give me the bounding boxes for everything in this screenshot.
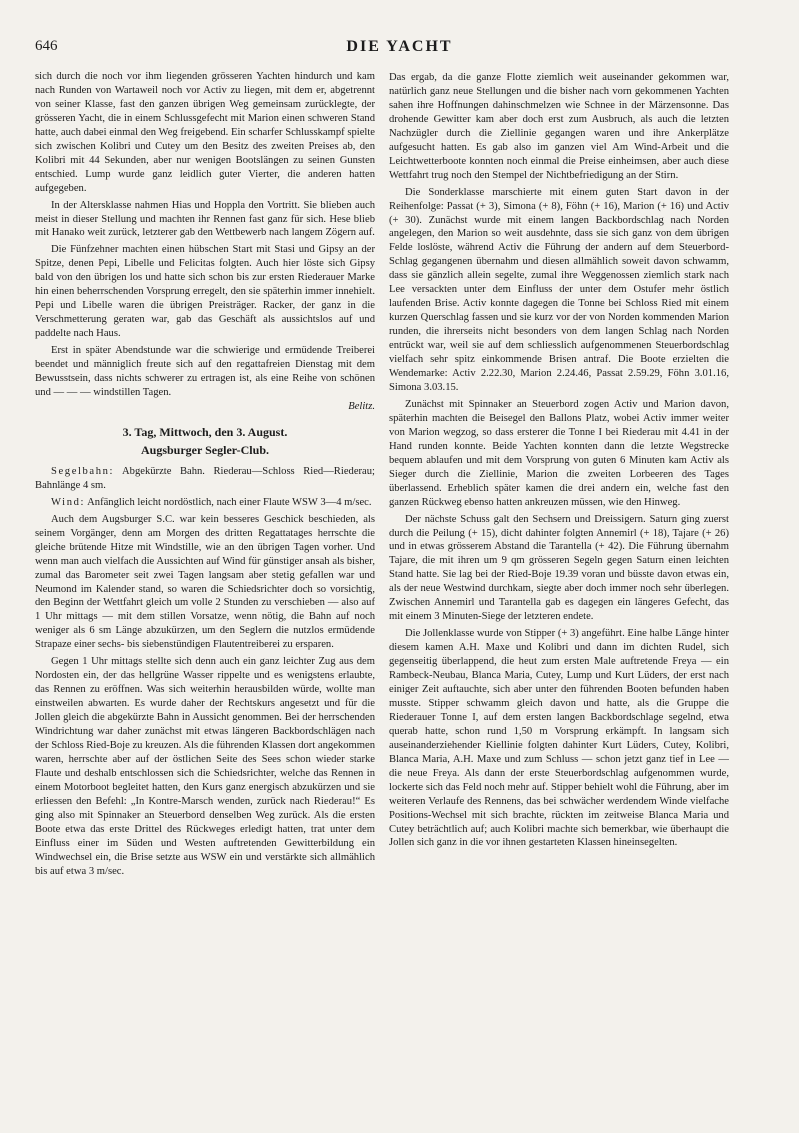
wind-line: [35, 496, 375, 510]
right-column: [389, 71, 729, 1116]
paragraph: Die Sonderklasse marschierte mit einem guten Start davon in der Reihenfolge: Passat (+ 3), Simona (+ 8), Föhn (+ 16), Marion (+ 16) und Activ (+ 30). Zunächst wurde mit einem langen Backbordschlag nach Norden angelegen, den Marion so weit ausdehnte, dass sie sich ganz von dem übrigen Felde loslöste, während Activ die Führung der andern auf dem Steuerbord-Schlag gegangenen übernahm und diesen allmählich soweit davon schwamm, dass sie gänzlich allein segelte, zumal ihre Weggenossen ziemlich stark nach Lee versackten unter dem Einfluss der unter dem Ostufer mehr östlich laufenden Brise. Activ konnte dagegen die Tonne bei Schloss Ried mit einem kurzen Querschlag fassen und sie kurz vor der von Norden kommenden Marion runden, die ihrerseits nicht besonders von dem langen Schlag nach Norden entrückt war, weil sie auf dem schliesslich aufgenommenen Steuerbordschlag vielfach sehr spitz einkommende Brisen antraf. Die Boote erzielten die Wendemarke: Activ 2.22.30, Marion 2.24.46, Passat 2.59.29, Föhn 3.01.16, Simona 3.03.15.: [389, 186, 729, 393]
paragraph: sich durch die noch vor ihm liegenden grösseren Yachten hindurch und kam nach Runden von Wartaweil noch vor Activ zu liegen, mit dem er, abgetrennt von seiner Klasse, fast den ganzen übrigen Weg gemeinsam zurücklegte, der grösseren Yacht, die in einem Schlussgefecht mit Marion einen schweren Stand hatte, auch dabei einmal den Weg freigebend. Ein scharfer Schlusskampf spielte sich zwischen Kolibri und Cutey um den Besitz des zweiten Preises ab, den Kolibri mit 44 Sekunden, aber nur wenigen Bootslängen zu seinen Gunsten entschied. Lump wurde ganz leidlich guter Vierter, die anderen hatten aufgegeben.: [35, 71, 375, 194]
paragraph: Erst in später Abendstunde war die schwierige und ermüdende Treiberei beendet und männiglich freute sich auf den regattafreien Dienstag mit dem Bewusstsein, dass nichts schwerer zu ertragen ist, als eine Reihe von schönen und — — — windstillen Tagen.: [35, 345, 375, 398]
running-title: DIE YACHT: [346, 38, 453, 55]
course-text: Abgekürzte Bahn. Riederau—Schloss Ried—Riederau; Bahnlänge 4 sm.: [35, 465, 375, 491]
paragraph: In der Altersklasse nahmen Hias und Hoppla den Vortritt. Sie blieben auch meist in dieser Stellung und machten ihr Rennen fast ganz für sich. Hese blieb mit Hanako weit zurück, letzterer gab den Wettbewerb nach langem Zögern auf.: [35, 199, 375, 239]
page-number: 646: [35, 38, 58, 54]
paragraph: Gegen 1 Uhr mittags stellte sich denn auch ein ganz leichter Zug aus dem Nordosten ein, der das hellgrüne Wasser rippelte und es wenigstens erlaubte, das Rennen zu eröffnen. Was sich weiterhin herausbilden würde, wollte man einstweilen abwarten. Es wurde daher der Rechtskurs angesetzt und für die Jollen gleich die abgekürzte Bahn in Aussicht genommen. Bei der herrschenden Windrichtung war daher zunächst mit etwas längeren Backbordschlägen nach der Schloss Ried-Boje zu kreuzen. Als die führenden Klassen dort angekommen waren, herrschte aber auf der östlichen Seite des Sees schon wieder starke Flaute und deshalb entschlossen sich die Schiedsrichter, welche das Rennen in einem Motorboot begleitet hatten, den Kurs ganz energisch abzukürzen und sie erliessen den Befehl: „In Kontre-Marsch wenden, zurück nach Riederau!“ Es ging also mit Spinnaker an Steuerbord denselben Weg zurück. Als die ersten Boote etwa das erste Drittel des Rückweges erledigt hatten, trat unter dem Einfluss einer im Süden und Westen auftretenden Gewitterbildung ein Windwechsel ein, die Brise setzte aus WSW ein und verstärkte sich allmählich bis auf etwa 3 m/sec.: [35, 656, 375, 877]
section-heading: 3. Tag, Mittwoch, den 3. August.: [122, 424, 288, 439]
paragraph: Auch dem Augsburger S.C. war kein besseres Geschick beschieden, als seinem Vorgänger, denn am Morgen des dritten Regattatages herrschte die gleiche brütende Hitze mit Windstille, wie an den übrigen Tagen vorher. Und wenn man auch vielfach die Aussichten auf Wind für günstiger ansah als bisher, zumal das Barometer seit zwei Tagen langsam aber stetig gefallen war und Neumond im Kalender stand, so waren die Schiedsrichter doch so vorsichtig, den Beginn der Wettfahrt gleich um volle 2 Stunden zu verschieben — also auf 1 Uhr mittags — mit dem stillen Vorsatze, wenn nötig, die Bahn auf noch weniger als 6 sm Länge abzukürzen, um den Seglern die nutzlos ermüdende Strapaze einer sechs- bis siebenstündigen Flautentreiberei zu ersparen.: [35, 513, 375, 651]
section-subheading: Augsburger Segler-Club.: [140, 442, 269, 457]
paragraph: Das ergab, da die ganze Flotte ziemlich weit auseinander gekommen war, natürlich ganz neue Stellungen und die bisher nach vorn gekommenen Yachten sahen ihre Hoffnungen dahinschmelzen wie Schnee in der Märzensonne. Das drohende Gewitter kam aber doch erst zum Ausbruch, als auch die letzten Nachzügler durch die Ziellinie gegangen waren und ihre Ankerplätze aufgesucht hatten. Es gab also im ganzen viel Am Wind-Arbeit und die Leichtwetterboote konnten noch einmal die Preise einheimsen, aber auch diese Wettfahrt trug noch den Stempel der Nichtbefriedigung an der Stirn.: [389, 72, 729, 181]
page-header: [0, 38, 799, 60]
paragraph: Die Fünfzehner machten einen hübschen Start mit Stasi und Gipsy an der Spitze, denen Pepi, Libelle und Felicitas folgten. Auch hier löste sich Gipsy bald von den übrigen los und hatte sich schon bis zur ersten Riederauer Marke hin einen beherrschenden Vorsprung erregelt, den sie späterhin immer innehielt. Pepi und Libelle waren die übrigen Preisträger. Racker, der ganz in die Verschmetterung geraten war, gab das Geschäft als aussichtslos auf und paddelte nach Haus.: [35, 244, 375, 340]
paragraph: Zunächst mit Spinnaker an Steuerbord zogen Activ und Marion davon, späterhin machten die Beisegel den Ballons Platz, wobei Activ immer weiter von Marion wegzog, so dass ersterer die Tonne I bei Riederau mit 4.41 in der Hand runden konnte. Beide Yachten konnten dann die letzte Wegstrecke bequem ablaufen und mit dem Vorsprung von guten 6 Minuten kam Activ als Sieger durch die Ziellinie, Marion die zweiten Lorbeeren des Tages überlassend. Erheblich später kamen die drei andern ein, welche fast den ganzen Rückweg ebenso hatten ankreuzen müssen, wie den Hinweg.: [389, 398, 729, 508]
left-column: [35, 70, 375, 1115]
course-line: [35, 465, 375, 493]
author-signature: Belitz.: [348, 400, 375, 412]
paragraph: Die Jollenklasse wurde von Stipper (+ 3) angeführt. Eine halbe Länge hinter diesem kamen A.H. Maxe und Kolibri und dann im dichten Rudel, sich gegenseitig überlappend, die heut zum ersten Male auftretende Freya — ein Rambeck-Neubau, Blanca Maria, Cutey, Lump und Kurt Lüders, der erst nach einiger Zeit auftauchte, sich aber unter den führenden Booten befunden haben musste. Stipper schwamm gleich davon und hatte, als die Gruppe die Riederauer Tonne I, auf dem ersten langen Backbordschlage segelnd, etwa querab hatte, schon rund 1,50 m Vorsprung erkämpft. In langsam sich auseinanderziehender Kiellinie folgten dahinter Kurt Lüders, Cutey, Kolibri, Blanca Maria, A.H. Maxe und zum Schluss — schon jetzt ganz tief in Lee — die neue Freya. Als dann der erste Steuerbordschlag aufgenommen wurde, lockerte sich das Feld noch mehr auf. Stipper behielt wohl die Führung, aber im weiteren Verlaufe des Rennens, das bei schwächer werdendem Winde vielfache Positions-Wechsel mit sich brachte, rückten im zeitweise Blanca Maria und Cutey beträchtlich auf; auch Kolibri machte sich bemerkbar, wie überhaupt die Jollen sich ganz in die vor ihnen gestarteten Klassen hineinsegelten.: [389, 628, 729, 849]
wind-label: Wind:: [51, 496, 86, 508]
paragraph: Der nächste Schuss galt den Sechsern und Dreissigern. Saturn ging zuerst durch die Peilung (+ 15), dicht dahinter folgten Annemirl (+ 18), Tajare (+ 26) und in etwas grösserem Abstand die Tarantella (+ 42). Die Führung übernahm Tajare, die mit ihren um 9 qm grösseren Segeln gegen Saturn einen leichten Stand hatte. Sie lag bei der Ried-Boje 19.39 voran und büsste davon etwas ein, als der neue Westwind durchkam, siegte aber doch immer noch sehr überlegen. Zwischen Annemirl und Tarantella gab es dagegen ein längeres Gefecht, das mit einem 3 Minuten-Siege der letzteren endete.: [389, 513, 729, 623]
wind-text: Anfänglich leicht nordöstlich, nach einer Flaute WSW 3—4 m/sec.: [85, 496, 372, 508]
course-label: Segelbahn:: [51, 465, 115, 477]
